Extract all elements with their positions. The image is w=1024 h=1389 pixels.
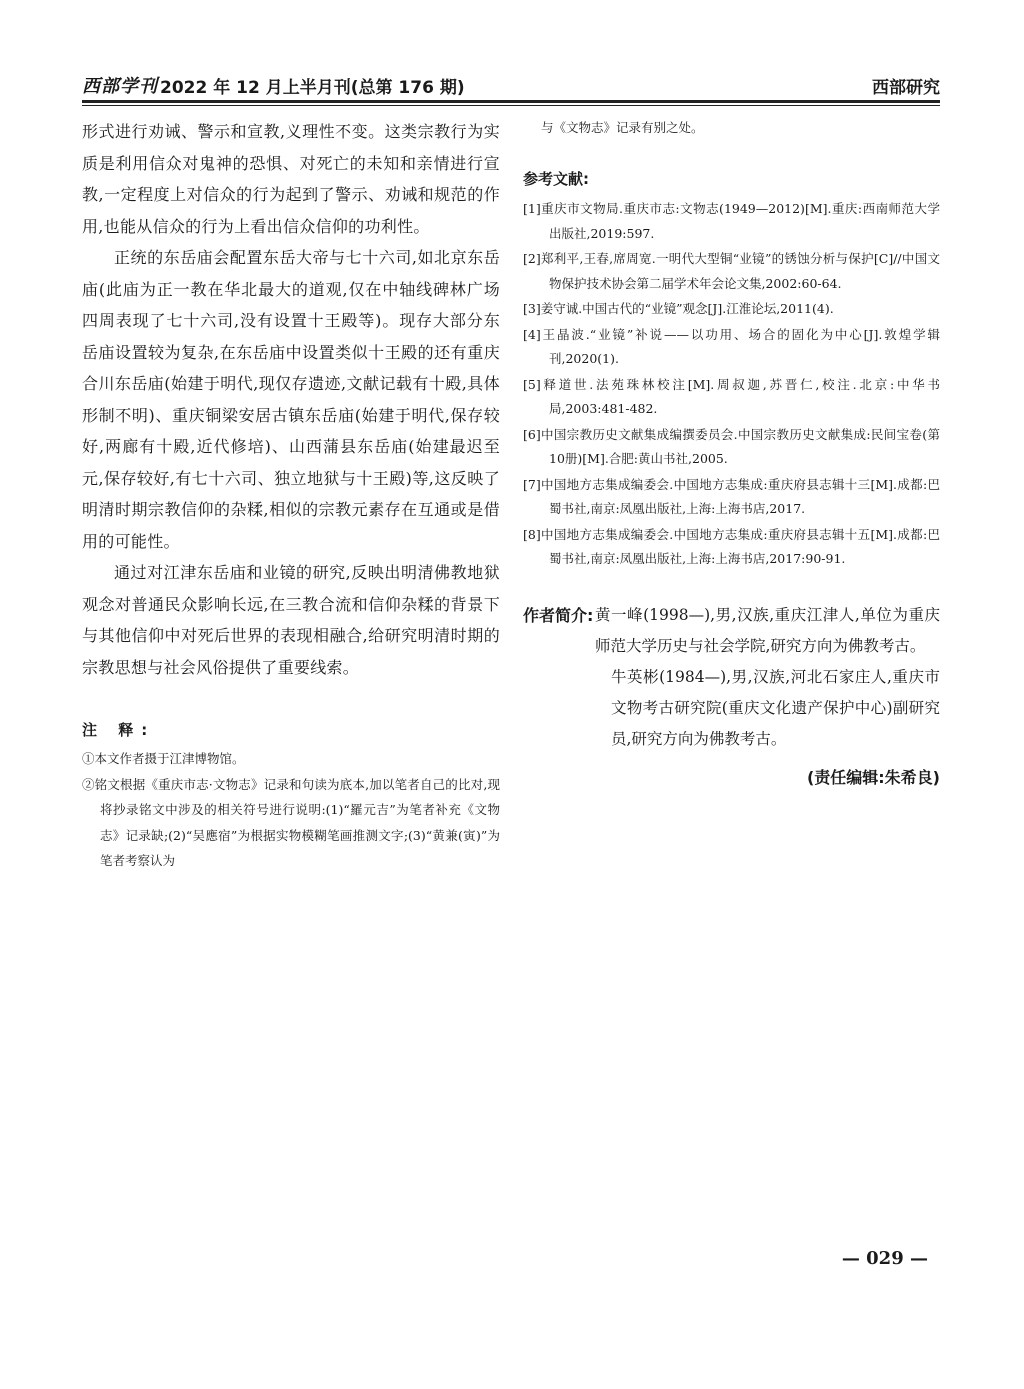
reference-item: [7]中国地方志集成编委会.中国地方志集成:重庆府县志辑十三[M].成都:巴蜀书社,南京:凤凰出版社,上海:上海书店,2017. [523, 476, 940, 516]
left-column [82, 116, 500, 874]
header-rule-thick [82, 100, 940, 103]
reference-item: [8]中国地方志集成编委会.中国地方志集成:重庆府县志辑十五[M].成都:巴蜀书社,南京:凤凰出版社,上海:上海书店,2017:90-91. [523, 526, 940, 566]
body-paragraph-2: 正统的东岳庙会配置东岳大帝与七十六司,如北京东岳庙(此庙为正一教在华北最大的道观,仅在中轴线碑林广场四周表现了七十六司,没有设置十王殿等)。现存大部分东岳庙设置较为复杂,在东岳庙中设置类似十王殿的还有重庆合川东岳庙(始建于明代,现仅存遗迹,文献记载有十殿,具体形制不明)、重庆铜梁安居古镇东岳庙(始建于明代,保存较好,两廊有十殿,近代修培)、山西蒲县东岳庙(始建最迟至元,保存较好,有七十六司、独立地狱与十王殿)等,这反映了明清时期宗教信仰的杂糅,相似的宗教元素存在互通或是借用的可能性。 [82, 248, 500, 551]
author-bio-2: 牛英彬(1984—),男,汉族,河北石家庄人,重庆市文物考古研究院(重庆文化遗产保护中心)副研究员,研究方向为佛教考古。 [611, 667, 940, 748]
body-paragraph-3: 通过对江津东岳庙和业镜的研究,反映出明清佛教地狱观念对普通民众影响长远,在三教合流和信仰杂糅的背景下与其他信仰中对死后世界的表现相融合,给研究明清时期的宗教思想与社会风俗提供了重要线索。 [82, 563, 500, 677]
author-bio-1: 黄一峰(1998—),男,汉族,重庆江津人,单位为重庆师范大学历史与社会学院,研究方向为佛教考古。 [595, 605, 940, 655]
author-label: 作者简介: [523, 605, 594, 625]
note-1: ①本文作者摄于江津博物馆。 [82, 751, 245, 766]
page-header [82, 72, 940, 98]
notes-title: 注 释: [82, 721, 156, 739]
reference-item: [5]释道世.法苑珠林校注[M].周叔迦,苏晋仁,校注.北京:中华书局,2003:481-482. [523, 376, 940, 416]
reference-item: [6]中国宗教历史文献集成编撰委员会.中国宗教历史文献集成:民间宝卷(第10册)[M].合肥:黄山书社,2005. [523, 426, 940, 466]
editor-credit: (责任编辑:朱希良) [806, 767, 940, 787]
note-2: ②铭文根据《重庆市志·文物志》记录和句读为底本,加以笔者自己的比对,现将抄录铭文中涉及的相关符号进行说明:(1)“羅元吉”为笔者补充《文物志》记录缺;(2)“吴應宿”为根据实物模糊笔画推测文字;(3)“黄兼(寅)”为笔者考察认为 [82, 776, 500, 868]
reference-item: [2]郑利平,王春,席周宽.一明代大型铜“业镜”的锈蚀分析与保护[C]//中国文物保护技术协会第二届学术年会论文集,2002:60-64. [523, 251, 940, 291]
reference-item: [3]姜守诚.中国古代的“业镜”观念[J].江淮论坛,2011(4). [523, 301, 834, 316]
author-info [523, 600, 940, 755]
header-rule-thin [82, 105, 940, 106]
reference-item: [4]王晶波.“业镜”补说——以功用、场合的固化为中心[J].敦煌学辑刊,2020(1). [523, 326, 940, 366]
body-paragraph-1: 形式进行劝诫、警示和宣教,义理性不变。这类宗教行为实质是利用信众对鬼神的恐惧、对死亡的未知和亲情进行宣教,一定程度上对信众的行为起到了警示、劝诫和规范的作用,也能从信众的行为上看出信众信仰的功利性。 [82, 122, 500, 236]
right-column [523, 116, 940, 788]
section-name: 西部研究 [872, 78, 940, 98]
references-title: 参考文献: [523, 170, 589, 188]
journal-logo: 西部学刊 [82, 76, 158, 97]
page-number: — 029 — [841, 1248, 928, 1269]
reference-item: [1]重庆市文物局.重庆市志:文物志(1949—2012)[M].重庆:西南师范大学出版社,2019:597. [523, 201, 940, 241]
note-2-continued: 与《文物志》记录有别之处。 [541, 120, 704, 135]
issue-info: 2022 年 12 月上半月刊(总第 176 期) [160, 78, 465, 98]
